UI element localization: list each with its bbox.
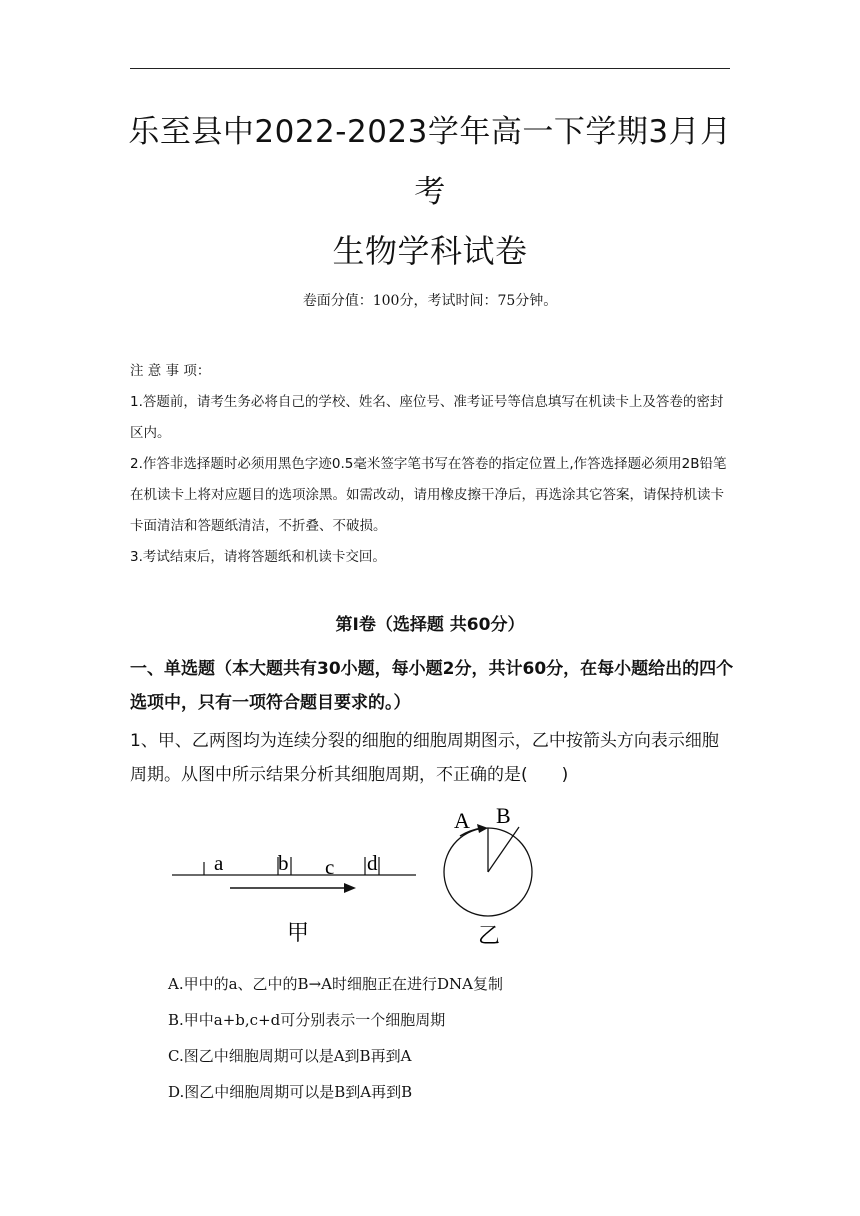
exam-meta: 卷面分值：100分，考试时间：75分钟。 — [302, 293, 558, 309]
note-item: 1.答题前，请考生务必将自己的学校、姓名、座位号、准考证号等信息填写在机读卡上及答卷的密封区内。 — [130, 394, 724, 441]
point-label-B: B — [496, 803, 511, 828]
note-item: 3.考试结束后，请将答题纸和机读卡交回。 — [130, 549, 386, 565]
top-rule — [130, 68, 730, 69]
point-label-A: A — [454, 808, 470, 833]
option-d: D.图乙中细胞周期可以是B到A再到B — [168, 1083, 413, 1101]
options-list — [168, 966, 728, 1110]
page-subtitle: 生物学科试卷 — [332, 232, 528, 270]
notes-block — [130, 356, 730, 573]
notes-heading: 注 意 事 项： — [130, 363, 211, 379]
cell-cycle-figure — [170, 800, 540, 960]
segment-label-c: c — [325, 855, 335, 879]
radius-line-b — [488, 827, 519, 872]
figure-caption-jia: 甲 — [287, 921, 310, 946]
part-heading: 一、单选题（本大题共有30小题，每小题2分，共计60分，在每小题给出的四个选项中，只有一项符合题目要求的。） — [130, 659, 734, 713]
circle-arrow-head-icon — [477, 824, 488, 833]
arrow-head-icon — [344, 883, 356, 893]
segment-label-b: b — [278, 851, 289, 875]
segment-label-a: a — [214, 851, 224, 875]
option-a: A.甲中的a、乙中的B→A时细胞正在进行DNA复制 — [168, 975, 503, 993]
segment-label-d: d — [367, 851, 378, 875]
question-stem: 1、甲、乙两图均为连续分裂的细胞的细胞周期图示，乙中按箭头方向表示细胞周期。从图中所示结果分析其细胞周期，不正确的是( ) — [130, 731, 719, 785]
page-title-line2: 考 — [414, 174, 446, 210]
option-c: C.图乙中细胞周期可以是A到B再到A — [168, 1047, 412, 1065]
figure-caption-yi: 乙 — [478, 924, 501, 949]
page-title-line1: 乐至县中2022-2023学年高一下学期3月月 — [128, 114, 732, 150]
section-title: 第Ⅰ卷（选择题 共60分） — [335, 615, 525, 635]
option-b: B.甲中a+b,c+d可分别表示一个细胞周期 — [168, 1011, 446, 1029]
note-item: 2.作答非选择题时必须用黑色字迹0.5毫米签字笔书写在答卷的指定位置上,作答选择题必须用2B铅笔在机读卡上将对应题目的选项涂黑。如需改动，请用橡皮擦干净后，再选涂其它答案，请保持机读卡卡面清洁和答题纸清洁，不折叠、不破损。 — [130, 456, 727, 534]
